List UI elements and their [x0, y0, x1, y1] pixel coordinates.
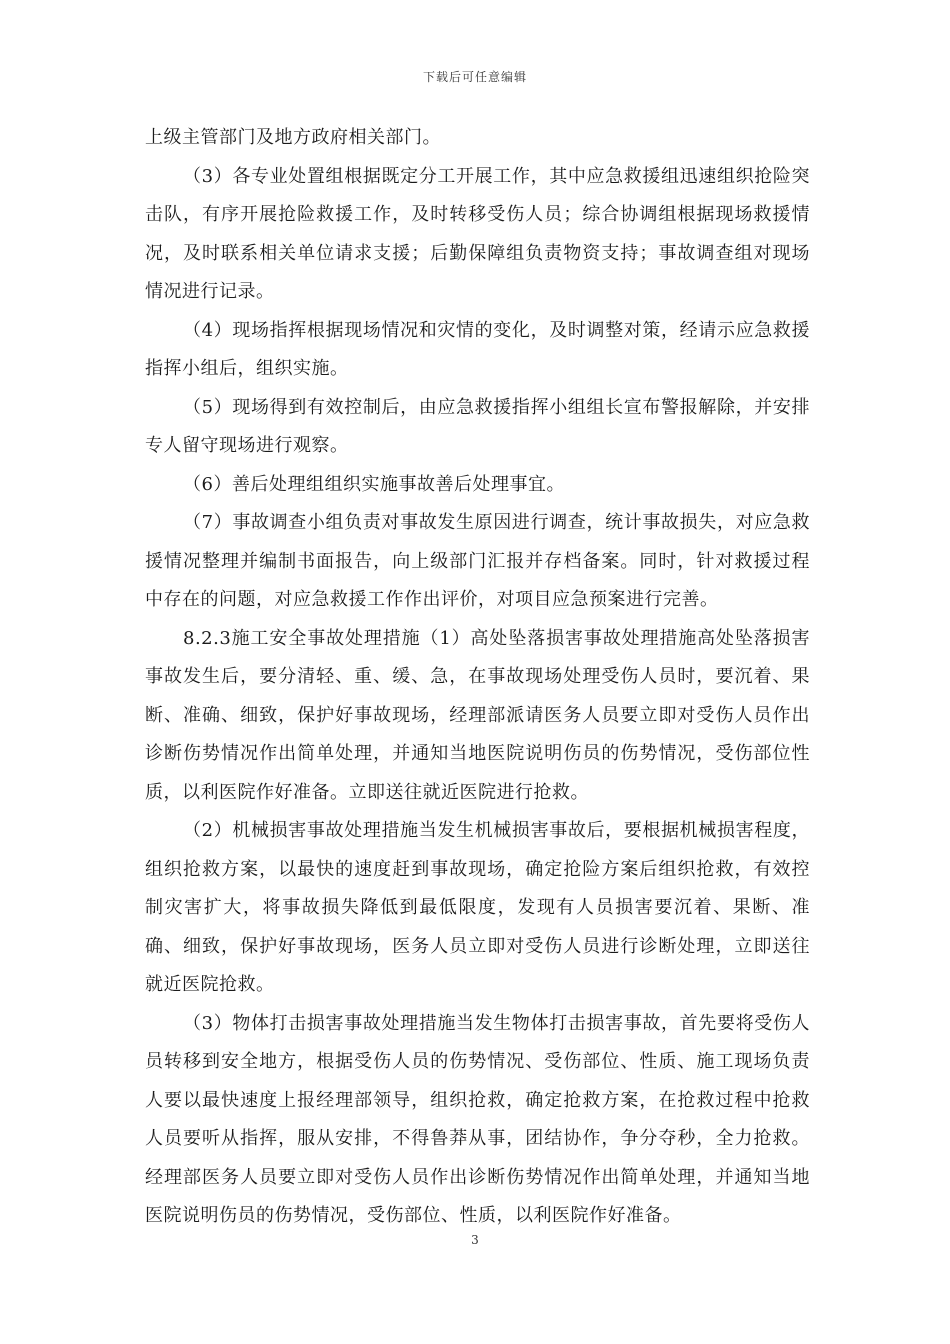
- paragraph-item-3: （3）各专业处置组根据既定分工开展工作，其中应急救援组迅速组织抢险突击队，有序开展抢险救援工作，及时转移受伤人员；综合协调组根据现场救援情况，及时联系相关单位请求支援；后勤保障组负责物资支持；事故调查组对现场情况进行记录。: [145, 165, 810, 302]
- document-body: [145, 119, 810, 1236]
- paragraph-object-strike-injury: （3）物体打击损害事故处理措施当发生物体打击损害事故，首先要将受伤人员转移到安全地方，根据受伤人员的伤势情况、受伤部位、性质、施工现场负责人要以最快速度上报经理部领导，组织抢救，确定抢救方案，在抢救过程中抢救人员要听从指挥，服从安排，不得鲁莽从事，团结协作，争分夺秒，全力抢救。经理部医务人员要立即对受伤人员作出诊断伤势情况作出简单处理，并通知当地医院说明伤员的伤势情况，受伤部位、性质，以利医院作好准备。: [145, 1012, 810, 1226]
- paragraph-machine-injury: （2）机械损害事故处理措施当发生机械损害事故后，要根据机械损害程度，组织抢救方案，以最快的速度赶到事故现场，确定抢险方案后组织抢救，有效控制灾害扩大，将事故损失降低到最低限度，发现有人员损害要沉着、果断、准确、细致，保护好事故现场，医务人员立即对受伤人员进行诊断处理，立即送往就近医院抢救。: [145, 820, 810, 995]
- page-header: 下载后可任意编辑: [422, 70, 527, 84]
- paragraph-section-8-2-3: 8.2.3施工安全事故处理措施（1）高处坠落损害事故处理措施高处坠落损害事故发生后，要分清轻、重、缓、急，在事故现场处理受伤人员时，要沉着、果断、准确、细致，保护好事故现场，经理部派请医务人员要立即对受伤人员作出诊断伤势情况作出简单处理，并通知当地医院说明伤员的伤势情况，受伤部位性质，以利医院作好准备。立即送往就近医院进行抢救。: [145, 627, 810, 803]
- page-number: 3: [471, 1233, 479, 1247]
- paragraph-item-7: （7）事故调查小组负责对事故发生原因进行调查，统计事故损失，对应急救援情况整理并编制书面报告，向上级部门汇报并存档备案。同时，针对救援过程中存在的问题，对应急救援工作作出评价，对项目应急预案进行完善。: [145, 512, 810, 610]
- paragraph-continuation: 上级主管部门及地方政府相关部门。: [145, 127, 441, 148]
- paragraph-item-5: （5）现场得到有效控制后，由应急救援指挥小组组长宣布警报解除，并安排专人留守现场进行观察。: [145, 396, 810, 456]
- paragraph-item-4: （4）现场指挥根据现场情况和灾情的变化，及时调整对策，经请示应急救援指挥小组后，组织实施。: [145, 319, 810, 379]
- paragraph-item-6: （6）善后处理组组织实施事故善后处理事宜。: [183, 473, 565, 495]
